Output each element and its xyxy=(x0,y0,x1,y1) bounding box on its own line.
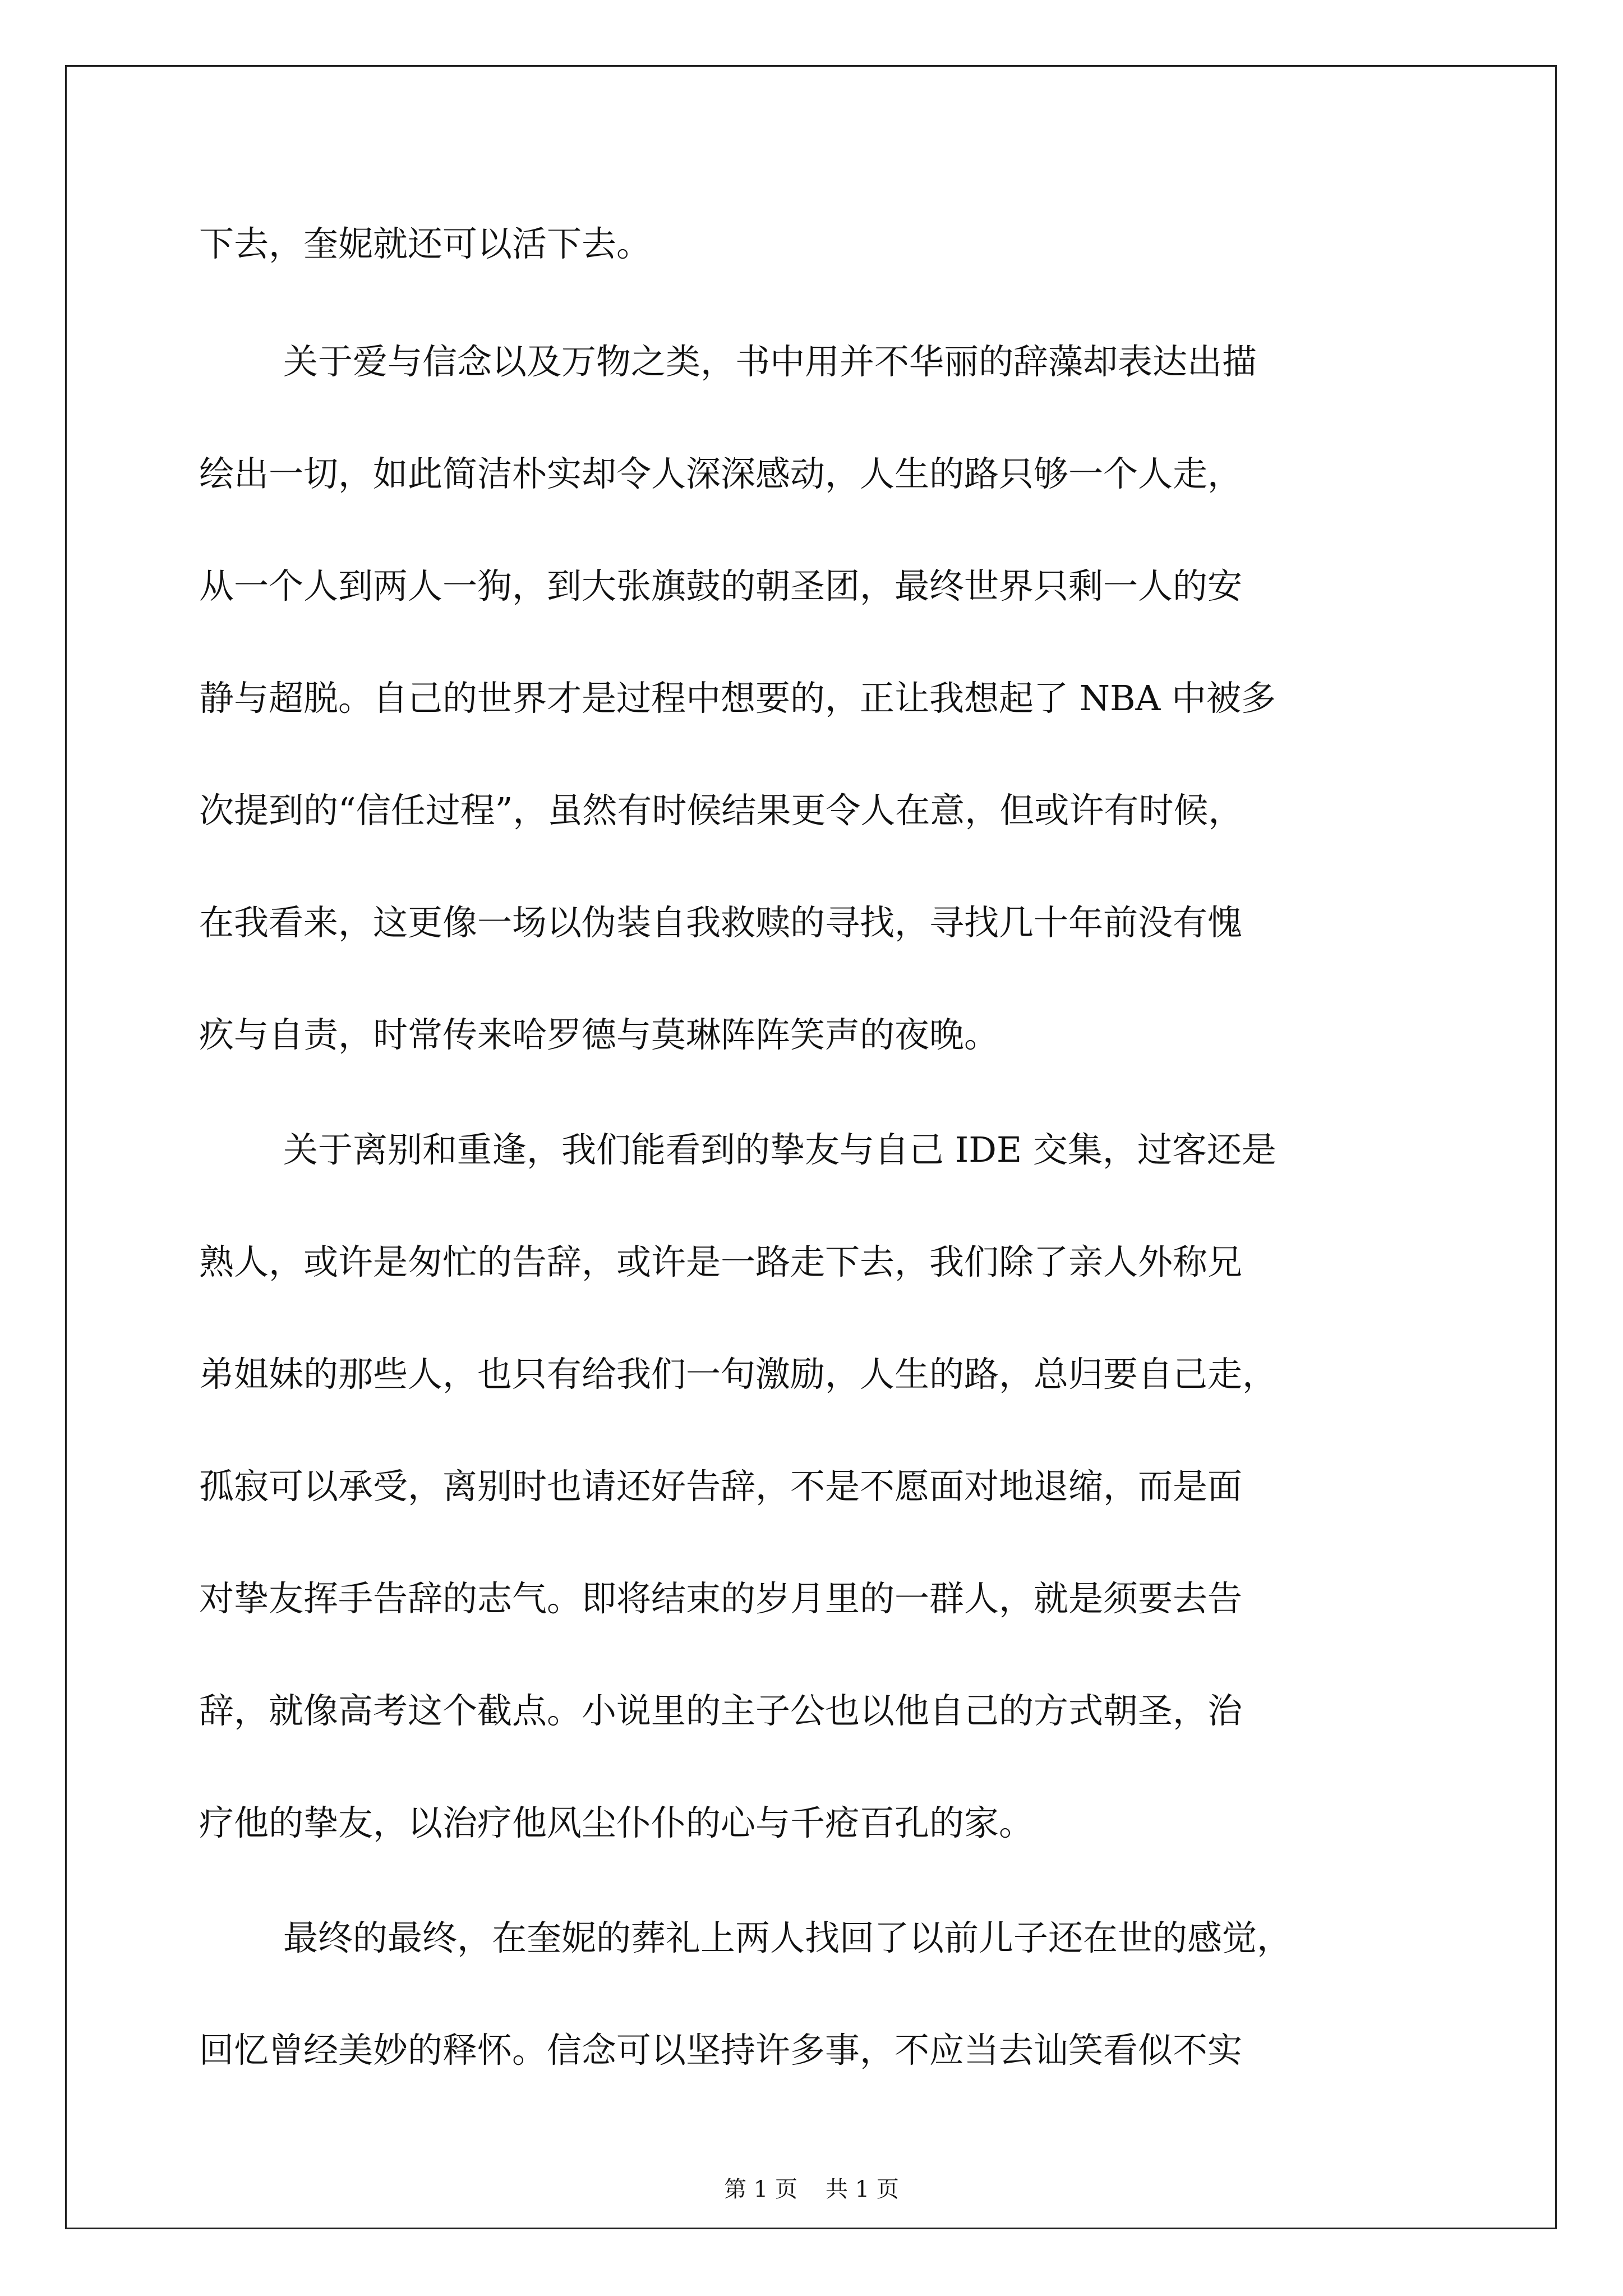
text-line: 熟人，或许是匆忙的告辞，或许是一路走下去，我们除了亲人外称兄 xyxy=(199,1241,1243,1282)
text-line: 静与超脱。自己的世界才是过程中想要的，正让我想起了 NBA 中被多 xyxy=(199,678,1276,719)
text-line: 在我看来，这更像一场以伪装自我救赎的寻找，寻找几十年前没有愧 xyxy=(199,902,1243,943)
text-line: 疗他的挚友，以治疗他风尘仆仆的心与千疮百孔的家。 xyxy=(199,1802,1034,1843)
text-line: 对挚友挥手告辞的志气。即将结束的岁月里的一群人，就是须要去告 xyxy=(199,1578,1243,1619)
text-line: 绘出一切，如此简洁朴实却令人深深感动，人生的路只够一个人走， xyxy=(199,453,1243,494)
text-line: 疚与自责，时常传来哈罗德与莫琳阵阵笑声的夜晚。 xyxy=(199,1014,999,1055)
page-footer xyxy=(0,2175,1623,2203)
text-line: 下去，奎妮就还可以活下去。 xyxy=(199,223,652,264)
paragraph-first-line: 最终的最终，在奎妮的葬礼上两人找回了以前儿子还在世的感觉， xyxy=(283,1917,1292,1958)
page-total: 共 1 页 xyxy=(826,2177,899,2202)
paragraph-first-line: 关于离别和重逢，我们能看到的挚友与自己 IDE 交集，过客还是 xyxy=(283,1129,1276,1170)
text-line: 回忆曾经美妙的释怀。信念可以坚持许多事，不应当去讪笑看似不实 xyxy=(199,2030,1243,2070)
paragraph-first-line: 关于爱与信念以及万物之类，书中用并不华丽的辞藻却表达出描 xyxy=(283,341,1257,382)
page-number: 第 1 页 xyxy=(724,2177,797,2202)
text-line: 次提到的“信任过程”，虽然有时候结果更令人在意，但或许有时候， xyxy=(199,790,1243,831)
text-line: 辞，就像高考这个截点。小说里的主子公也以他自己的方式朝圣，治 xyxy=(199,1690,1243,1731)
text-line: 从一个人到两人一狗，到大张旗鼓的朝圣团，最终世界只剩一人的安 xyxy=(199,565,1243,606)
text-line: 弟姐妹的那些人，也只有给我们一句激励，人生的路，总归要自己走， xyxy=(199,1354,1278,1395)
text-line: 孤寂可以承受，离别时也请还好告辞，不是不愿面对地退缩，而是面 xyxy=(199,1466,1243,1507)
